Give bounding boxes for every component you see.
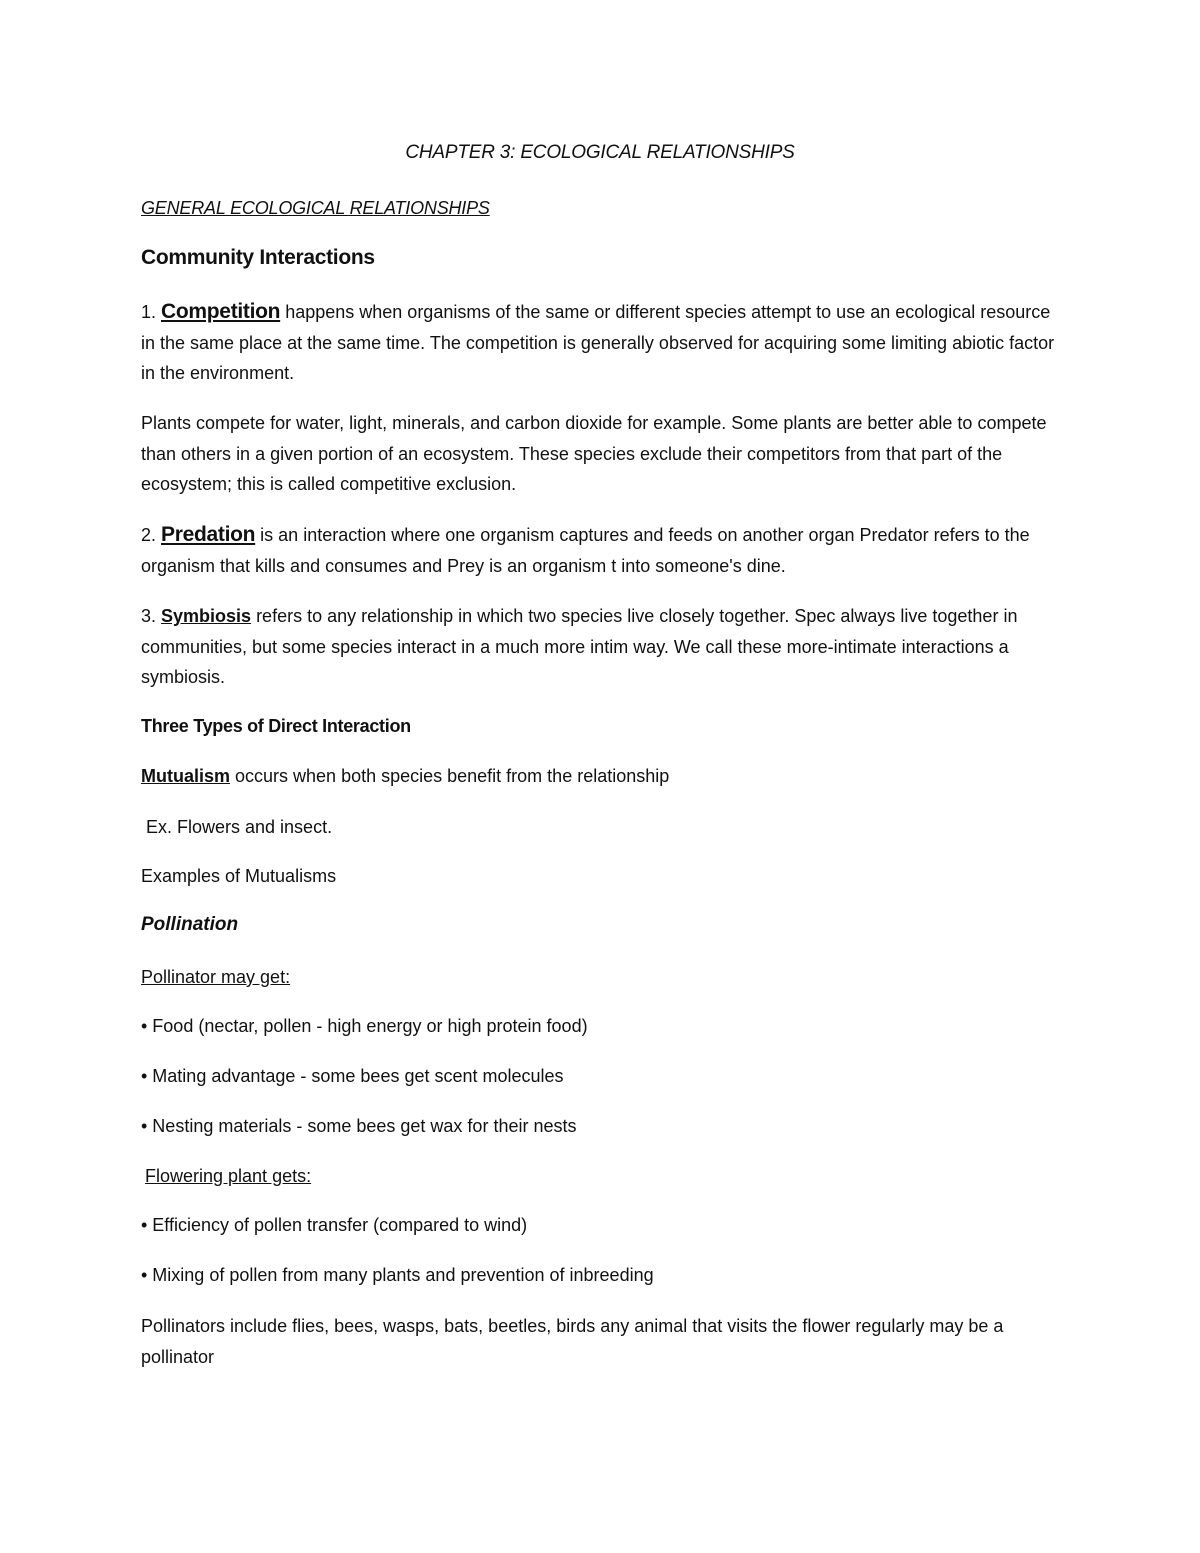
pollination-heading: Pollination [141, 914, 239, 935]
mutualism-text: occurs when both species benefit from the relationship [230, 766, 670, 786]
competition-term: Competition [161, 300, 281, 323]
plant-item-mixing: • Mixing of pollen from many plants and prevention of inbreeding [141, 1265, 654, 1285]
symbiosis-text: refers to any relationship in which two species live closely together. Spec always live together in communities, but some species interact in a much more intim way. We call these more-intimate interactions a symbiosis. [141, 606, 1018, 687]
competition-number: 1. [141, 302, 162, 322]
plant-gets-label [141, 1161, 1065, 1192]
pollinator-gets-label: Pollinator may get: [141, 967, 291, 987]
plants-paragraph: Plants compete for water, light, minerals, and carbon dioxide for example. Some plants are better able to compete than others in a given portion of an ecosystem. These species exclude their competitors from that part of the ecosystem; this is called competitive exclusion. [141, 413, 1047, 494]
plant-item-efficiency: • Efficiency of pollen transfer (compared to wind) [141, 1215, 528, 1235]
predation-number: 2. [141, 525, 162, 545]
symbiosis-number: 3. [141, 606, 162, 626]
section-heading: GENERAL ECOLOGICAL RELATIONSHIPS [141, 198, 490, 218]
mutualism-term: Mutualism [141, 766, 231, 786]
community-interactions-heading: Community Interactions [141, 246, 375, 269]
predation-text: is an interaction where one organism captures and feeds on another organ Predator refers to the organism that kills and consumes and Prey is an organism t into someone's dine. [141, 525, 1030, 576]
predation-paragraph [141, 520, 1061, 581]
closing-paragraph: Pollinators include flies, bees, wasps, bats, beetles, birds any animal that visits the flower regularly may be a pollinator [141, 1316, 1004, 1367]
symbiosis-term: Symbiosis [161, 606, 252, 626]
pollinator-item-food: • Food (nectar, pollen - high energy or high protein food) [141, 1016, 588, 1036]
pollinator-item-mating: • Mating advantage - some bees get scent molecules [141, 1066, 564, 1086]
example-line: Ex. Flowers and insect. [146, 817, 333, 837]
pollinator-item-nesting: • Nesting materials - some bees get wax for their nests [141, 1116, 577, 1136]
three-types-heading: Three Types of Direct Interaction [141, 716, 411, 736]
mutualism-paragraph [141, 761, 1061, 792]
page-title: CHAPTER 3: ECOLOGICAL RELATIONSHIPS [405, 142, 795, 163]
plant-gets-text: Flowering plant gets: [145, 1166, 312, 1186]
competition-paragraph [141, 297, 1061, 389]
symbiosis-paragraph [141, 601, 1061, 693]
competition-text: happens when organisms of the same or different species attempt to use an ecological resource in the same place at the same time. The competition is generally observed for acquiring some limiting abiotic factor in the environment. [141, 302, 1055, 383]
predation-term: Predation [161, 523, 256, 546]
examples-heading: Examples of Mutualisms [141, 866, 337, 886]
